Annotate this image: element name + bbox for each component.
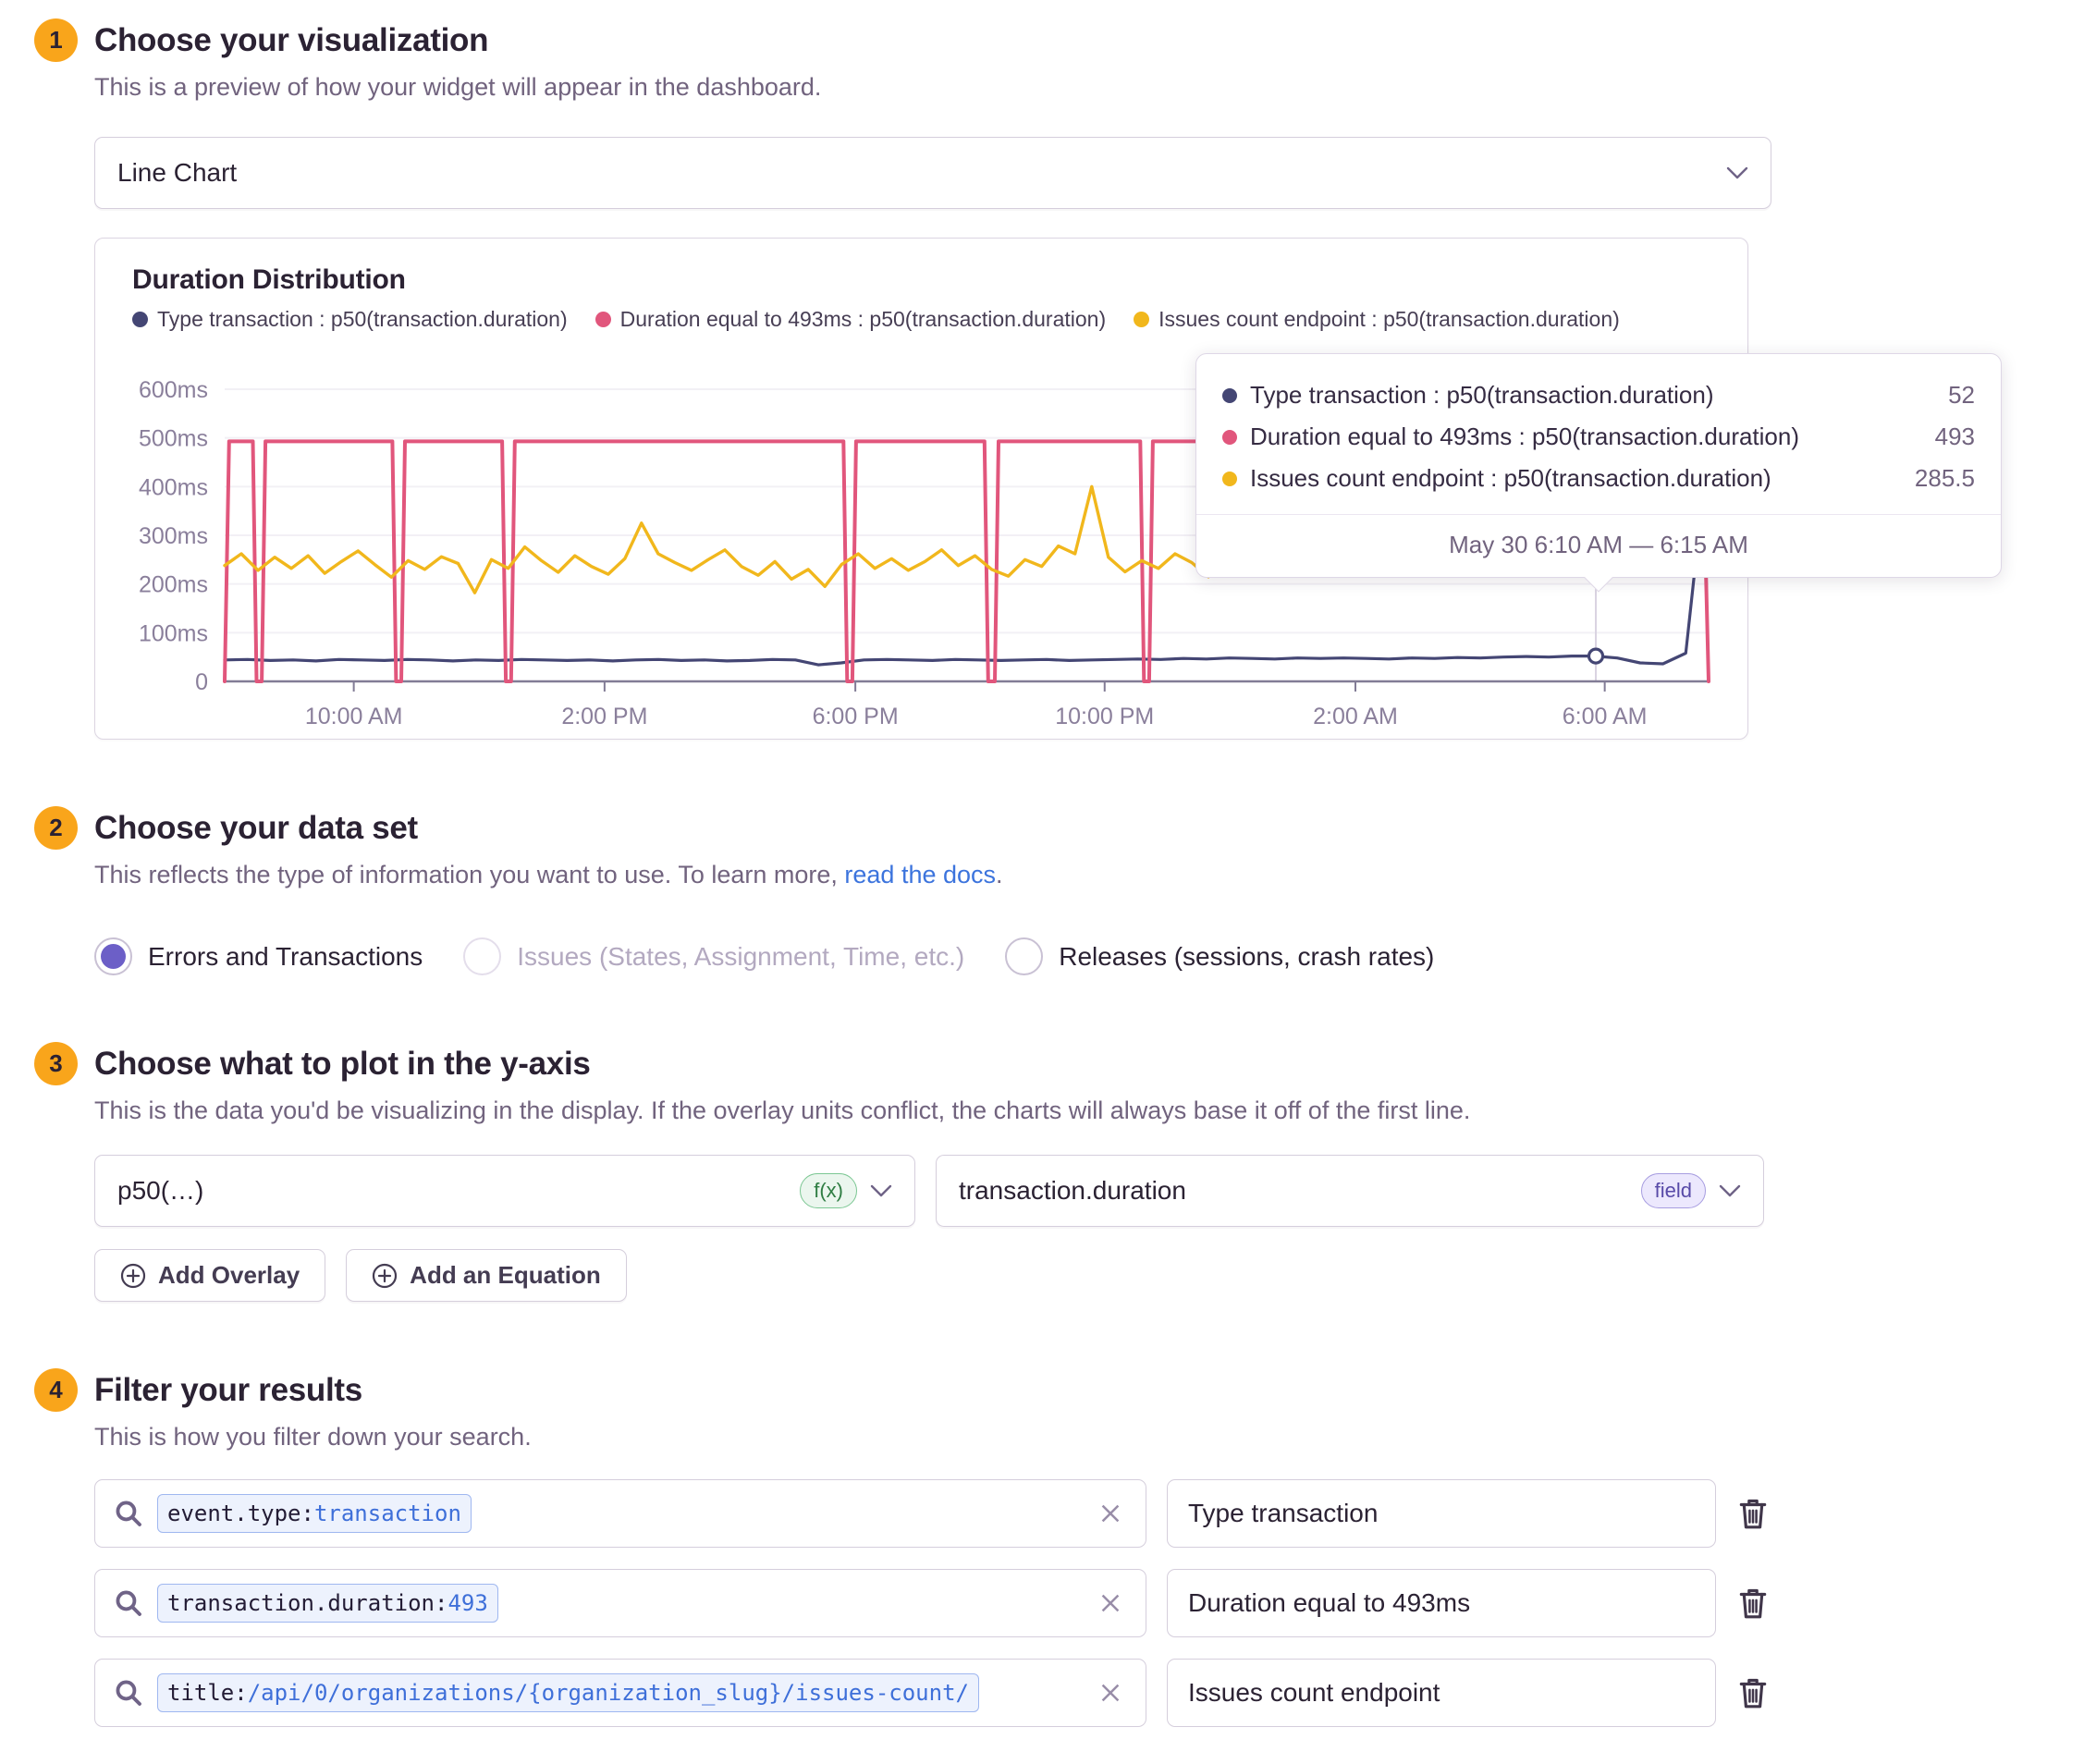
token-key: transaction.duration:: [167, 1590, 448, 1616]
tooltip-row: [1222, 374, 1975, 416]
svg-text:0: 0: [195, 669, 208, 695]
radio-circle: [1005, 937, 1043, 975]
tooltip-value: 52: [1948, 381, 1975, 409]
tooltip-value: 285.5: [1914, 464, 1975, 492]
svg-text:2:00 AM: 2:00 AM: [1313, 704, 1398, 729]
section-title-yaxis: Choose what to plot in the y-axis: [94, 1045, 591, 1082]
svg-text:500ms: 500ms: [138, 425, 208, 452]
add-equation-button[interactable]: [346, 1249, 627, 1302]
legend-item[interactable]: [132, 307, 568, 332]
filter-list: [94, 1479, 2096, 1727]
svg-text:300ms: 300ms: [138, 523, 208, 549]
clear-filter-button[interactable]: [1097, 1680, 1123, 1706]
legend-item[interactable]: [1134, 307, 1620, 332]
step-badge-1: 1: [34, 18, 78, 62]
tooltip-row: [1222, 416, 1975, 458]
field-badge: field: [1641, 1173, 1706, 1208]
filter-search-input[interactable]: [94, 1659, 1146, 1727]
legend-label: Duration equal to 493ms : p50(transaction.duration): [619, 307, 1107, 331]
radio-issues[interactable]: [463, 937, 964, 975]
radio-label: Errors and Transactions: [148, 941, 423, 971]
section-yaxis: [34, 1042, 2096, 1302]
section-filters: [34, 1368, 2096, 1727]
radio-circle-selected: [94, 937, 132, 975]
delete-filter-button[interactable]: [1736, 1675, 1770, 1710]
section-title-visualization: Choose your visualization: [94, 21, 489, 58]
token-value: /api/0/organizations/{organization_slug}/issues-count/: [247, 1680, 969, 1706]
subtitle-text: .: [996, 861, 1003, 888]
filter-search-input[interactable]: [94, 1569, 1146, 1637]
dataset-radio-group: [94, 937, 2096, 975]
trash-icon: [1737, 1496, 1769, 1531]
plus-circle-icon: [120, 1263, 146, 1289]
tooltip-row: [1222, 458, 1975, 499]
section-visualization: [34, 18, 2096, 740]
legend-alias-input[interactable]: [1167, 1659, 1716, 1727]
svg-text:6:00 PM: 6:00 PM: [812, 704, 899, 729]
svg-text:2:00 PM: 2:00 PM: [561, 704, 648, 729]
delete-filter-button[interactable]: [1736, 1586, 1770, 1621]
search-icon: [114, 1588, 143, 1618]
chevron-down-icon: [1726, 166, 1748, 180]
tooltip-timerange: May 30 6:10 AM — 6:15 AM: [1196, 514, 2001, 577]
token-key: title:: [167, 1680, 248, 1706]
legend-item[interactable]: [595, 307, 1106, 332]
radio-errors-transactions[interactable]: [94, 937, 423, 975]
filter-search-input[interactable]: [94, 1479, 1146, 1548]
radio-circle: [463, 937, 501, 975]
svg-text:6:00 AM: 6:00 AM: [1562, 704, 1648, 729]
tooltip-label: Duration equal to 493ms : p50(transaction.duration): [1250, 423, 1800, 450]
filter-token[interactable]: [157, 1494, 472, 1533]
button-label: Add Overlay: [158, 1261, 300, 1289]
section-subtitle-filters: This is how you filter down your search.: [94, 1423, 532, 1451]
function-select-value: p50(…): [117, 1176, 204, 1205]
svg-text:100ms: 100ms: [138, 620, 208, 647]
legend-alias-input[interactable]: [1167, 1569, 1716, 1637]
radio-label: Issues (States, Assignment, Time, etc.): [517, 941, 965, 971]
button-label: Add an Equation: [410, 1261, 601, 1289]
filter-token[interactable]: [157, 1584, 498, 1623]
legend-label: Issues count endpoint : p50(transaction.duration): [1158, 307, 1620, 331]
svg-text:10:00 PM: 10:00 PM: [1055, 704, 1155, 729]
section-subtitle-yaxis: This is the data you'd be visualizing in the display. If the overlay units conflict, the charts will always base it off of the first line.: [94, 1096, 1471, 1124]
chevron-down-icon: [870, 1184, 892, 1198]
legend-dot: [1134, 312, 1149, 327]
token-value: 493: [447, 1590, 488, 1616]
clear-filter-button[interactable]: [1097, 1501, 1123, 1526]
token-value: transaction: [313, 1501, 461, 1526]
tooltip-dot: [1222, 472, 1237, 486]
section-subtitle-visualization: This is a preview of how your widget will appear in the dashboard.: [94, 73, 822, 101]
close-icon: [1097, 1680, 1123, 1706]
token-key: event.type:: [167, 1501, 314, 1526]
chart-legend: [132, 307, 1747, 332]
section-title-dataset: Choose your data set: [94, 809, 418, 846]
function-select[interactable]: [94, 1155, 915, 1227]
field-select[interactable]: [936, 1155, 1764, 1227]
step-badge-2: 2: [34, 806, 78, 850]
trash-icon: [1737, 1675, 1769, 1710]
plus-circle-icon: [372, 1263, 398, 1289]
legend-dot: [132, 312, 148, 327]
filter-token[interactable]: [157, 1673, 979, 1712]
delete-filter-button[interactable]: [1736, 1496, 1770, 1531]
tooltip-dot: [1222, 430, 1237, 445]
section-title-filters: Filter your results: [94, 1371, 362, 1408]
search-icon: [114, 1499, 143, 1528]
step-badge-4: 4: [34, 1368, 78, 1412]
section-dataset: [34, 806, 2096, 975]
step-badge-3: 3: [34, 1042, 78, 1085]
svg-text:200ms: 200ms: [138, 571, 208, 598]
svg-text:10:00 AM: 10:00 AM: [304, 704, 403, 729]
visualization-type-select[interactable]: [94, 137, 1771, 209]
radio-releases[interactable]: [1005, 937, 1434, 975]
section-subtitle-dataset: [94, 861, 2096, 889]
clear-filter-button[interactable]: [1097, 1590, 1123, 1616]
add-overlay-button[interactable]: [94, 1249, 325, 1302]
radio-label: Releases (sessions, crash rates): [1059, 941, 1435, 971]
subtitle-text: This reflects the type of information you want to use. To learn more,: [94, 861, 845, 888]
chart-panel: [94, 238, 1975, 740]
close-icon: [1097, 1590, 1123, 1616]
svg-text:600ms: 600ms: [138, 377, 208, 403]
tooltip-label: Type transaction : p50(transaction.duration): [1250, 381, 1714, 409]
close-icon: [1097, 1501, 1123, 1526]
field-select-value: transaction.duration: [959, 1176, 1186, 1205]
tooltip-dot: [1222, 388, 1237, 403]
legend-dot: [595, 312, 611, 327]
legend-alias-input[interactable]: [1167, 1479, 1716, 1548]
chart-tooltip: [1195, 353, 2002, 578]
tooltip-label: Issues count endpoint : p50(transaction.duration): [1250, 464, 1771, 492]
search-icon: [114, 1678, 143, 1708]
function-badge: f(x): [800, 1173, 857, 1208]
legend-label: Type transaction : p50(transaction.duration): [157, 307, 568, 331]
trash-icon: [1737, 1586, 1769, 1621]
chart-title: Duration Distribution: [132, 264, 406, 295]
chevron-down-icon: [1719, 1184, 1741, 1198]
visualization-type-value: Line Chart: [117, 158, 238, 187]
tooltip-value: 493: [1934, 423, 1975, 450]
svg-text:400ms: 400ms: [138, 474, 208, 501]
read-the-docs-link[interactable]: read the docs: [844, 861, 997, 888]
